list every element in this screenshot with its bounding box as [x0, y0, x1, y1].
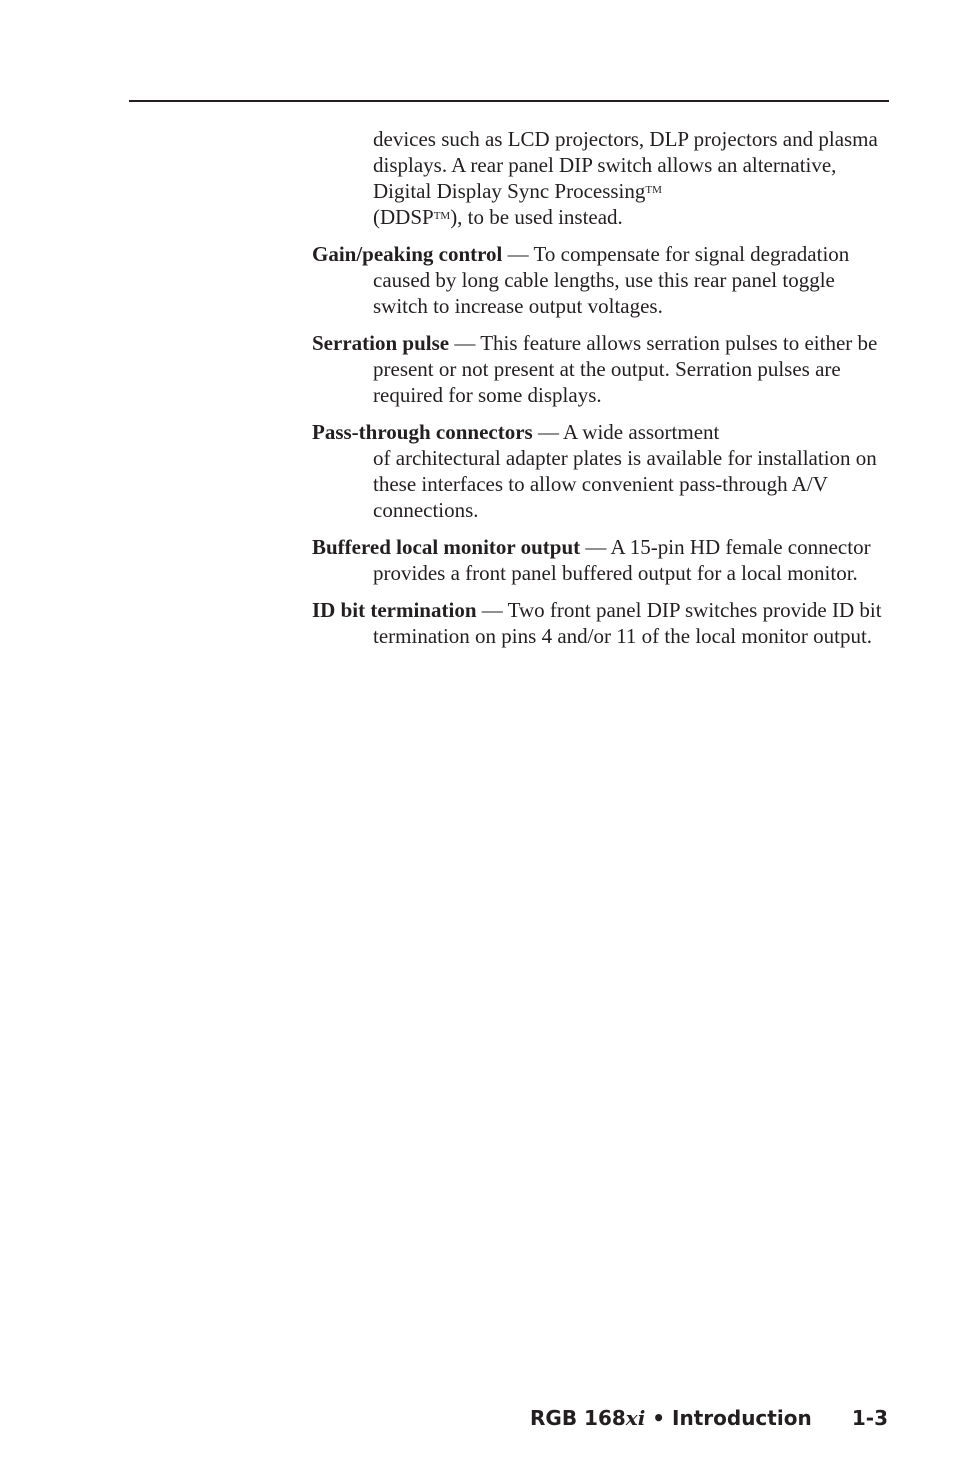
- feature-description: This feature allows serration pulses to either be present or not present at the output. Serration pulses are required for some displays.: [373, 331, 878, 407]
- feature-description-line1: A wide assortment: [563, 420, 720, 444]
- intro-text-part2: (DDSP: [373, 205, 434, 229]
- feature-description: To compensate for signal degradation caused by long cable lengths, use this rear panel toggle switch to increase output voltages.: [373, 242, 850, 318]
- page-number: 1-3: [851, 1406, 888, 1430]
- feature-term: ID bit termination: [312, 598, 477, 622]
- trademark-symbol: TM: [645, 184, 662, 196]
- em-dash: —: [449, 331, 481, 355]
- bullet-separator: •: [645, 1406, 673, 1430]
- section-name: Introduction: [672, 1406, 812, 1430]
- page-footer: [530, 1406, 890, 1438]
- intro-line-ddsp: [373, 204, 892, 230]
- feature-gain-peaking-control: [312, 241, 892, 319]
- feature-term: Pass-through connectors: [312, 420, 533, 444]
- intro-paragraph: [373, 126, 892, 230]
- header-rule: [129, 100, 889, 102]
- feature-term: Gain/peaking control: [312, 242, 503, 266]
- product-suffix: xi: [625, 1406, 646, 1430]
- feature-pass-through-connectors: [312, 419, 892, 523]
- feature-buffered-local-monitor-output: [312, 534, 892, 586]
- em-dash: —: [580, 535, 611, 559]
- body-text: [312, 126, 892, 660]
- feature-term: Serration pulse: [312, 331, 450, 355]
- trademark-symbol: TM: [433, 210, 451, 222]
- intro-text-part1: devices such as LCD projectors, DLP projectors and plasma displays. A rear panel DIP switch allows an alternative, Digital Display Sync Processing: [373, 127, 878, 203]
- em-dash: —: [502, 242, 534, 266]
- em-dash: —: [532, 420, 564, 444]
- feature-id-bit-termination: [312, 597, 892, 649]
- feature-description-rest: of architectural adapter plates is available for installation on these interfaces to allow convenient pass-through A/V connections.: [373, 446, 877, 522]
- intro-text-part3: ), to be used instead.: [450, 205, 623, 229]
- feature-description: Two front panel DIP switches provide ID bit termination on pins 4 and/or 11 of the local monitor output.: [373, 598, 882, 648]
- feature-term: Buffered local monitor output: [312, 535, 581, 559]
- em-dash: —: [476, 598, 508, 622]
- feature-description: A 15-pin HD female connector provides a front panel buffered output for a local monitor.: [373, 535, 871, 585]
- footer-product-section: [530, 1406, 812, 1430]
- feature-serration-pulse: [312, 330, 892, 408]
- product-name: RGB 168: [530, 1406, 626, 1430]
